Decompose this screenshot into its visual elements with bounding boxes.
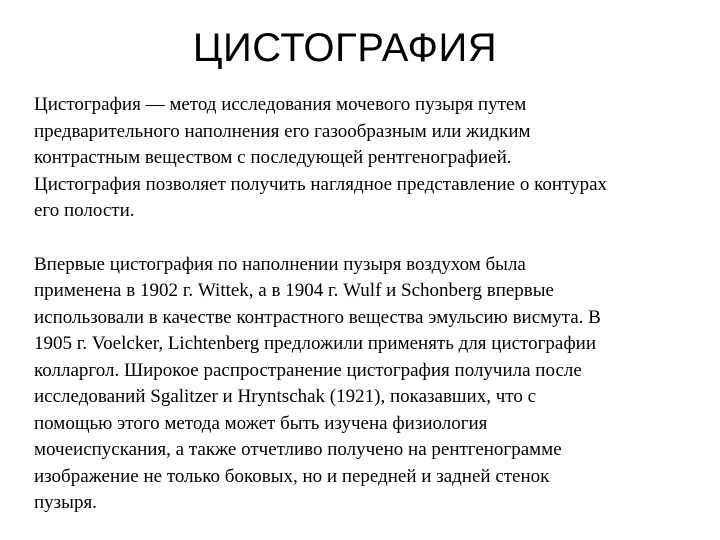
text-line: Цистография — метод исследования мочевого пузыря путем xyxy=(34,94,527,115)
text-line: пузыря. xyxy=(34,492,97,513)
text-line: контрастным веществом с последующей рентгенографией. xyxy=(34,147,512,168)
slide-title: ЦИСТОГРАФИЯ xyxy=(192,26,498,70)
paragraph-definition xyxy=(34,92,704,225)
text-line: использовали в качестве контрастного вещества эмульсию висмута. В xyxy=(34,306,601,328)
text-line: 1905 г. Voelcker, Lichtenberg предложили применять для цистографии xyxy=(34,333,596,354)
text-line: его полости. xyxy=(34,200,135,221)
text-line: предварительного наполнения его газообразным или жидким xyxy=(34,120,531,142)
text-line: помощью этого метода может быть изучена физиология xyxy=(34,412,488,434)
paragraph-history xyxy=(34,252,704,517)
text-line: изображение не только боковых, но и передней и задней стенок xyxy=(34,465,550,487)
paragraph-gap xyxy=(34,225,704,252)
text-line: исследований Sgalitzer и Hryntschak (1921), показавших, что с xyxy=(34,386,537,407)
text-line: применена в 1902 г. Wittek, а в 1904 г. Wulf и Schonberg впервые xyxy=(34,280,554,301)
text-line: мочеиспускания, а также отчетливо получено на рентгенограмме xyxy=(34,439,562,460)
slide-body xyxy=(34,92,704,517)
text-line: Цистография позволяет получить наглядное представление о контурах xyxy=(34,173,608,195)
text-line: колларгол. Широкое распространение цистография получила после xyxy=(34,359,582,381)
text-line: Впервые цистография по наполнении пузыря воздухом была xyxy=(34,253,526,275)
